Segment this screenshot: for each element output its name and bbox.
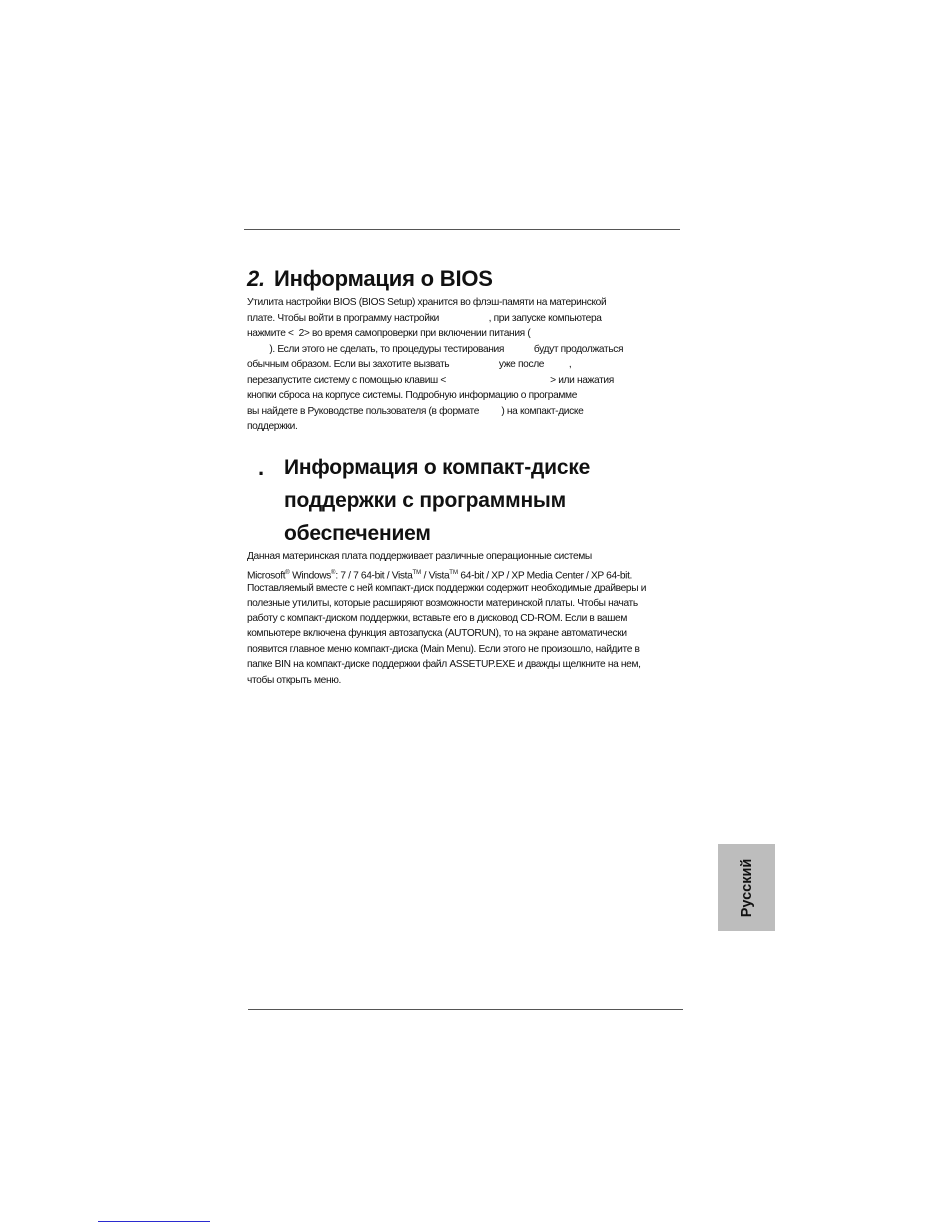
cd-os-part: 64-bit / XP / XP Media Center / XP 64-bit. (457, 570, 633, 582)
cd-section-title-line: обеспечением (284, 522, 431, 545)
bios-section-heading (247, 266, 493, 292)
registered-mark: ® (285, 570, 290, 576)
cd-section-title-line: Информация о компакт-диске (284, 456, 591, 479)
cd-os-part: Microsoft (247, 570, 286, 582)
cd-line: компьютере включена функция автозапуска (AUTORUN), то на экране автоматически (247, 628, 627, 639)
trademark-mark: TM (412, 570, 422, 576)
cd-os-part: / Vista (421, 570, 450, 582)
cd-section-number: . (258, 455, 265, 480)
cd-line: чтобы открыть меню. (247, 675, 341, 686)
cd-line: папке BIN на компакт-диске поддержки файл ASSETUP.EXE и дважды щелкните на нем, (247, 659, 641, 670)
bios-line: кнопки сброса на корпусе системы. Подробную информацию о программе (247, 390, 578, 401)
header-rule (244, 229, 680, 230)
bios-section-title: Информация о BIOS (273, 266, 493, 291)
cd-os-line (247, 566, 632, 583)
cd-os-part: Windows (289, 570, 331, 582)
trademark-mark: TM (449, 570, 458, 576)
corner-rule (98, 1221, 210, 1222)
bios-section-number: 2. (247, 266, 265, 291)
bios-line: обычным образом. Если вы захотите вызвать уже после , (247, 359, 572, 370)
language-tab (718, 844, 775, 931)
bios-line: вы найдете в Руководстве пользователя (в формате ) на компакт-диске (247, 406, 584, 417)
cd-line: Данная материнская плата поддерживает различные операционные системы (247, 551, 592, 562)
bios-line: плате. Чтобы войти в программу настройки , при запуске компьютера (247, 313, 602, 324)
footer-rule (248, 1009, 683, 1010)
registered-mark: ® (330, 570, 336, 576)
cd-line: Поставляемый вместе с ней компакт-диск поддержки содержит необходимые драйверы и (247, 583, 647, 594)
bios-line: поддержки. (247, 421, 298, 432)
bios-line: Утилита настройки BIOS (BIOS Setup) хранится во флэш-памяти на материнской (247, 297, 607, 308)
bios-line: перезапустите систему с помощью клавиш < > или нажатия (247, 375, 614, 386)
language-tab-label: Русский (738, 858, 755, 917)
cd-line: появится главное меню компакт-диска (Main Menu). Если этого не произошло, найдите в (247, 644, 640, 655)
bios-line: нажмите < 2> во время самопроверки при включении питания ( (247, 328, 531, 339)
bios-line: ). Если этого не сделать, то процедуры тестирования будут продолжаться (247, 344, 624, 355)
cd-os-part: : 7 / 7 64-bit / Vista (335, 570, 413, 582)
cd-line: работу с компакт-диском поддержки, вставьте его в дисковод CD-ROM. Если в вашем (247, 613, 628, 624)
cd-section-title-line: поддержки с программным (284, 489, 566, 512)
cd-line: полезные утилиты, которые расширяют возможности материнской платы. Чтобы начать (247, 598, 638, 609)
